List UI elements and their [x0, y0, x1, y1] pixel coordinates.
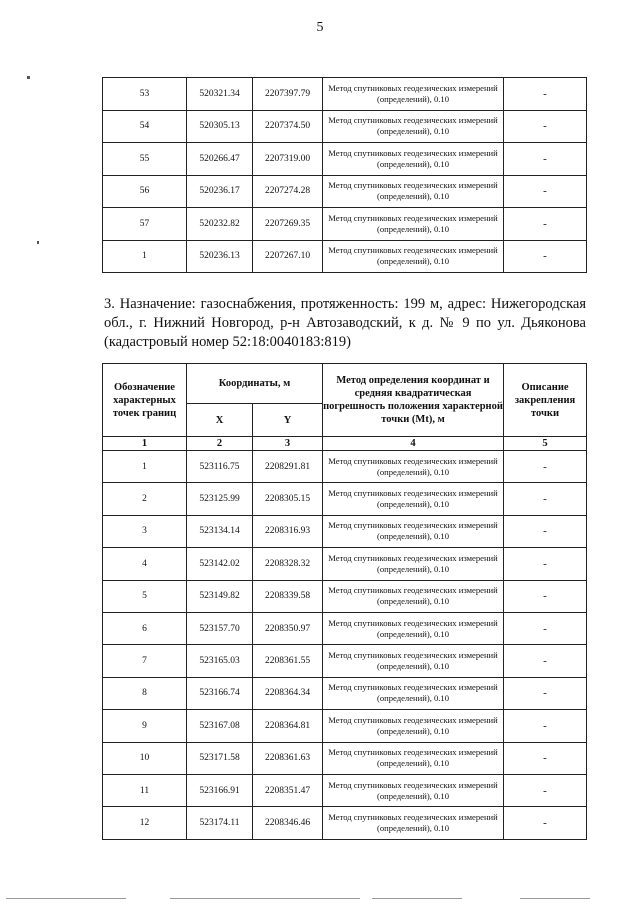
- row-y-cell: 2208350.97: [253, 612, 323, 644]
- row-y-cell: 2207267.10: [253, 240, 323, 273]
- table-row: [103, 143, 587, 176]
- row-description-cell: -: [504, 807, 587, 839]
- row-y-cell: 2208361.55: [253, 645, 323, 677]
- table-row: [103, 612, 587, 644]
- footer-line: [520, 898, 590, 899]
- row-method-cell: Метод спутниковых геодезических измерений (определений), 0.10: [323, 774, 504, 806]
- row-point-cell: 10: [103, 742, 187, 774]
- row-point-cell: 56: [103, 175, 187, 208]
- table-row: [103, 110, 587, 143]
- row-method-cell: Метод спутниковых геодезических измерений (определений), 0.10: [323, 240, 504, 273]
- row-description-cell: -: [504, 612, 587, 644]
- row-x-cell: 523149.82: [187, 580, 253, 612]
- row-method-cell: Метод спутниковых геодезических измерений (определений), 0.10: [323, 143, 504, 176]
- row-description-cell: -: [504, 483, 587, 515]
- row-point-cell: 2: [103, 483, 187, 515]
- row-x-cell: 523171.58: [187, 742, 253, 774]
- table-row: [103, 677, 587, 709]
- page-number: 5: [316, 20, 324, 35]
- row-method-cell: Метод спутниковых геодезических измерений (определений), 0.10: [323, 175, 504, 208]
- coordinates-table-continued: [102, 77, 587, 273]
- row-point-cell: 55: [103, 143, 187, 176]
- footer-line: [6, 898, 126, 899]
- row-method-cell: Метод спутниковых геодезических измерений (определений), 0.10: [323, 515, 504, 547]
- row-description-cell: -: [504, 515, 587, 547]
- table-row: [103, 483, 587, 515]
- row-description-cell: -: [504, 451, 587, 483]
- row-method-cell: Метод спутниковых геодезических измерений (определений), 0.10: [323, 645, 504, 677]
- row-point-cell: 7: [103, 645, 187, 677]
- header-method: Метод определения координат и средняя квадратическая погрешность положения характерной точки (Mt), м: [323, 364, 504, 437]
- row-y-cell: 2208305.15: [253, 483, 323, 515]
- row-y-cell: 2207274.28: [253, 175, 323, 208]
- row-description-cell: -: [504, 143, 587, 176]
- row-point-cell: 11: [103, 774, 187, 806]
- table-row: [103, 548, 587, 580]
- row-description-cell: -: [504, 175, 587, 208]
- row-method-cell: Метод спутниковых геодезических измерений (определений), 0.10: [323, 742, 504, 774]
- table-row: [103, 710, 587, 742]
- row-y-cell: 2208316.93: [253, 515, 323, 547]
- header-point-designation: Обозначение характерных точек границ: [103, 364, 187, 437]
- row-y-cell: 2208328.32: [253, 548, 323, 580]
- row-point-cell: 3: [103, 515, 187, 547]
- row-y-cell: 2208339.58: [253, 580, 323, 612]
- row-y-cell: 2208291.81: [253, 451, 323, 483]
- table-row: [103, 208, 587, 241]
- row-y-cell: 2208364.34: [253, 677, 323, 709]
- table-row: [103, 645, 587, 677]
- row-description-cell: -: [504, 580, 587, 612]
- row-x-cell: 520236.13: [187, 240, 253, 273]
- row-description-cell: -: [504, 774, 587, 806]
- row-description-cell: -: [504, 110, 587, 143]
- row-y-cell: 2208364.81: [253, 710, 323, 742]
- row-y-cell: 2207319.00: [253, 143, 323, 176]
- row-x-cell: 523134.14: [187, 515, 253, 547]
- column-number: 4: [323, 437, 504, 451]
- table-row: [103, 742, 587, 774]
- footer-line: [372, 898, 462, 899]
- row-point-cell: 1: [103, 240, 187, 273]
- table-row: [103, 78, 587, 111]
- row-y-cell: 2207269.35: [253, 208, 323, 241]
- table-row: [103, 580, 587, 612]
- table-row: [103, 807, 587, 839]
- row-method-cell: Метод спутниковых геодезических измерений (определений), 0.10: [323, 807, 504, 839]
- row-x-cell: 520266.47: [187, 143, 253, 176]
- row-method-cell: Метод спутниковых геодезических измерений (определений), 0.10: [323, 677, 504, 709]
- row-point-cell: 6: [103, 612, 187, 644]
- row-method-cell: Метод спутниковых геодезических измерений (определений), 0.10: [323, 110, 504, 143]
- row-point-cell: 12: [103, 807, 187, 839]
- row-x-cell: 523125.99: [187, 483, 253, 515]
- row-y-cell: 2207374.50: [253, 110, 323, 143]
- row-point-cell: 53: [103, 78, 187, 111]
- row-point-cell: 4: [103, 548, 187, 580]
- header-x: X: [187, 404, 253, 437]
- section-3-text: 3. Назначение: газоснабжения, протяженность: 199 м, адрес: Нижегородская обл., г. Нижний Новгород, р-н Автозаводский, к д. № 9 по ул. Дьяконова (кадастровый номер 52:18:0040183:819): [104, 296, 586, 350]
- row-method-cell: Метод спутниковых геодезических измерений (определений), 0.10: [323, 710, 504, 742]
- row-y-cell: 2208361.63: [253, 742, 323, 774]
- table-row: [103, 451, 587, 483]
- row-method-cell: Метод спутниковых геодезических измерений (определений), 0.10: [323, 483, 504, 515]
- table-row: [103, 175, 587, 208]
- row-description-cell: -: [504, 742, 587, 774]
- row-x-cell: 523142.02: [187, 548, 253, 580]
- row-method-cell: Метод спутниковых геодезических измерений (определений), 0.10: [323, 580, 504, 612]
- row-point-cell: 8: [103, 677, 187, 709]
- row-method-cell: Метод спутниковых геодезических измерений (определений), 0.10: [323, 451, 504, 483]
- row-description-cell: -: [504, 208, 587, 241]
- header-y: Y: [253, 404, 323, 437]
- column-number: 3: [253, 437, 323, 451]
- scan-speck: [27, 76, 30, 79]
- row-method-cell: Метод спутниковых геодезических измерений (определений), 0.10: [323, 612, 504, 644]
- row-description-cell: -: [504, 677, 587, 709]
- row-description-cell: -: [504, 710, 587, 742]
- row-x-cell: 523116.75: [187, 451, 253, 483]
- row-x-cell: 520232.82: [187, 208, 253, 241]
- row-method-cell: Метод спутниковых геодезических измерений (определений), 0.10: [323, 548, 504, 580]
- row-x-cell: 520236.17: [187, 175, 253, 208]
- row-method-cell: Метод спутниковых геодезических измерений (определений), 0.10: [323, 208, 504, 241]
- column-number: 2: [187, 437, 253, 451]
- coordinates-table: [102, 363, 587, 840]
- row-point-cell: 5: [103, 580, 187, 612]
- footer-line: [170, 898, 360, 899]
- row-y-cell: 2207397.79: [253, 78, 323, 111]
- scan-speck: [37, 241, 39, 244]
- row-description-cell: -: [504, 548, 587, 580]
- table-row: [103, 515, 587, 547]
- row-x-cell: 520305.13: [187, 110, 253, 143]
- column-number: 1: [103, 437, 187, 451]
- row-x-cell: 523167.08: [187, 710, 253, 742]
- header-coordinates: Координаты, м: [187, 364, 323, 404]
- row-x-cell: 523166.91: [187, 774, 253, 806]
- row-x-cell: 520321.34: [187, 78, 253, 111]
- row-x-cell: 523166.74: [187, 677, 253, 709]
- row-y-cell: 2208351.47: [253, 774, 323, 806]
- row-y-cell: 2208346.46: [253, 807, 323, 839]
- table-row: [103, 774, 587, 806]
- header-description: Описание закрепления точки: [504, 364, 587, 437]
- row-point-cell: 1: [103, 451, 187, 483]
- row-description-cell: -: [504, 78, 587, 111]
- row-point-cell: 9: [103, 710, 187, 742]
- row-point-cell: 54: [103, 110, 187, 143]
- row-point-cell: 57: [103, 208, 187, 241]
- column-number: 5: [504, 437, 587, 451]
- row-description-cell: -: [504, 240, 587, 273]
- table-row: [103, 240, 587, 273]
- row-x-cell: 523174.11: [187, 807, 253, 839]
- row-x-cell: 523157.70: [187, 612, 253, 644]
- row-method-cell: Метод спутниковых геодезических измерений (определений), 0.10: [323, 78, 504, 111]
- row-x-cell: 523165.03: [187, 645, 253, 677]
- row-description-cell: -: [504, 645, 587, 677]
